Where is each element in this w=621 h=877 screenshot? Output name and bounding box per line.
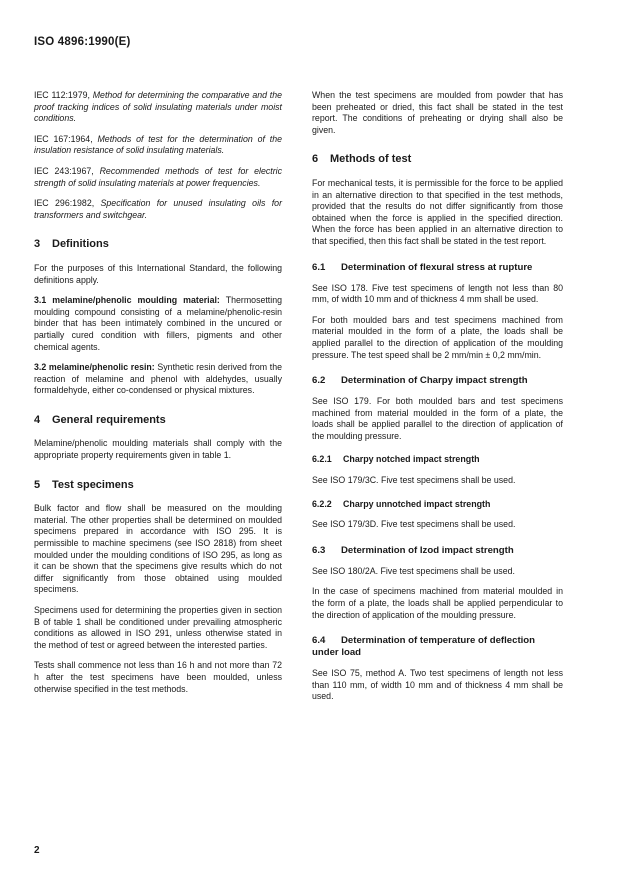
section-4-heading: 4 General requirements [34, 413, 166, 426]
reference-iec-243: IEC 243:1967, Recommended methods of test for electric strength of solid insulating materials at power frequencies. [34, 165, 283, 188]
section-3-intro: For the purposes of this International Standard, the following definitions apply. [34, 262, 282, 285]
reference-iec-167: IEC 167:1964, Methods of test for the determination of the insulation resistance of solid insulating materials. [34, 133, 282, 156]
section-6-3-paragraph-1: See ISO 180/2A. Five test specimens shall be used. [312, 565, 515, 576]
definition-3-1: 3.1 melamine/phenolic moulding material: Thermosetting moulding compound consisting of a melamine/phenolic-resin binder that has been intimately combined in the uncured or partially cured condition with fillers, pigments and other chemical agents. [34, 295, 282, 352]
left-column [34, 90, 282, 704]
section-6-2-1-text: See ISO 179/3C. Five test specimens shall be used. [312, 475, 516, 486]
section-6-text: For mechanical tests, it is permissible for the force to be applied in an alternative direction to that specified in the test methods, provided that the results do not differ significantly from those obtained when the force is applied in the specified direction. When the force has been applied in an alternative direction to that specified, then this fact shall be stated in the test report. [312, 177, 563, 246]
section-6-2-heading: 6.2 Determination of Charpy impact strength [312, 375, 528, 387]
document-header: ISO 4896:1990(E) [34, 36, 131, 48]
section-5-paragraph-1: Bulk factor and flow shall be measured on the moulding material. The other properties shall be determined on moulded specimens prepared in accordance with ISO 295. It is permissible to machine specimens (see ISO 2818) from sheet moulded under the moulding conditions of ISO 295, as long as it can be shown that the specimens give results which do not differ significantly from those obtained using moulded specimens. [34, 503, 282, 595]
reference-iec-296: IEC 296:1982, Specification for unused insulating oils for transformers and switchgear. [34, 198, 283, 220]
section-6-1-paragraph-2: For both moulded bars and test specimens machined from material moulded in the form of a plate, the loads shall be applied parallel to the direction of application of the moulding pressure. The test speed shall be 2 mm/min ± 0,2 mm/min. [312, 314, 563, 360]
section-6-1-paragraph-1: See ISO 178. Five test specimens of length not less than 80 mm, of width 10 mm and of thickness 4 mm shall be used. [312, 282, 563, 305]
section-6-3-paragraph-2: In the case of specimens machined from material moulded in the form of a plate, the loads shall be applied perpendicular to the direction of application of the moulding pressure. [312, 586, 563, 620]
section-6-4-heading: 6.4 Determination of temperature of deflection under load [312, 635, 536, 659]
section-6-1-heading: 6.1 Determination of flexural stress at rupture [312, 261, 533, 273]
reference-iec-112: IEC 112:1979, Method for determining the comparative and the proof tracking indices of solid insulating materials under moist conditions. [34, 90, 282, 124]
page-number: 2 [34, 845, 40, 856]
section-5-heading: 5 Test specimens [34, 478, 134, 491]
section-6-heading: 6 Methods of test [312, 153, 412, 166]
definition-3-2: 3.2 melamine/phenolic resin: Synthetic resin derived from the reaction of melamine and phenol with aldehydes, usually formaldehyde, either co-condensed or physical mixtures. [34, 362, 283, 396]
section-5-paragraph-3: Tests shall commence not less than 16 h and not more than 72 h after the test specimens have been moulded, unless otherwise specified in the test methods. [34, 660, 282, 694]
section-4-text: Melamine/phenolic moulding materials shall comply with the appropriate property requirements given in table 1. [34, 438, 282, 461]
section-6-3-heading: 6.3 Determination of Izod impact strength [312, 544, 514, 556]
section-5-paragraph-2: Specimens used for determining the properties given in section B of table 1 shall be conditioned under prevailing atmospheric conditions as allowed in ISO 291, unless otherwise stated in the method of test or agreed between the interested parties. [34, 605, 282, 650]
preheating-paragraph: When the test specimens are moulded from powder that has been preheated or dried, this fact shall be stated in the test report. The conditions of preheating or drying shall also be given. [312, 90, 563, 135]
section-3-heading: 3 Definitions [34, 238, 109, 251]
section-6-2-2-heading: 6.2.2 Charpy unnotched impact strength [312, 498, 491, 509]
section-6-2-text: See ISO 179. For both moulded bars and test specimens machined from material moulded in the form of a plate, the loads shall be applied parallel to the direction of application of the moulding pressure. [312, 396, 563, 441]
section-6-2-1-heading: 6.2.1 Charpy notched impact strength [312, 454, 480, 465]
right-column [312, 90, 563, 712]
section-6-4-text: See ISO 75, method A. Two test specimens of length not less than 110 mm, of width 10 mm and of thickness 4 mm shall be used. [312, 668, 563, 702]
section-6-2-2-text: See ISO 179/3D. Five test specimens shall be used. [312, 519, 516, 530]
